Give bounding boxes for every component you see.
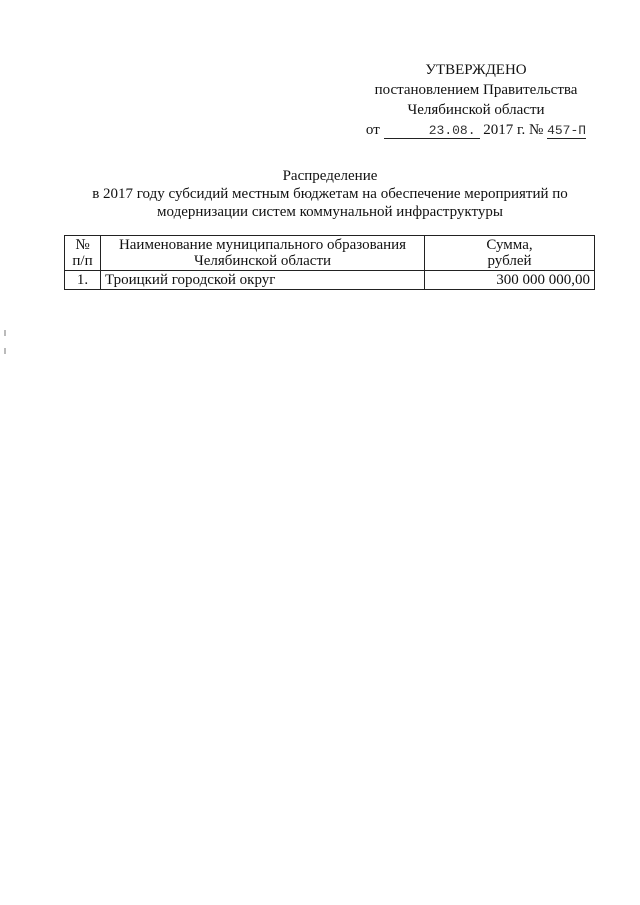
title-line-2: в 2017 году субсидий местным бюджетам на обеспечение мероприятий по [92, 186, 568, 202]
date-prefix: от [365, 122, 380, 138]
table-header-row [65, 236, 595, 271]
scan-mark [4, 330, 6, 336]
approval-line-1: постановлением Правительства [374, 82, 578, 98]
document-title [60, 167, 600, 221]
approval-heading: УТВЕРЖДЕНО [425, 62, 527, 78]
approval-line-2: Челябинской области [407, 102, 545, 118]
distribution-table [64, 235, 595, 290]
approval-stamp [350, 60, 602, 140]
header-num: № п/п [65, 236, 101, 271]
table-row [65, 271, 595, 290]
date-value: 23.08. [384, 123, 480, 139]
decree-number: 457-П [547, 123, 587, 138]
header-sum: Сумма, рублей [425, 236, 595, 271]
year-label: 2017 г. № [483, 122, 544, 138]
header-name: Наименование муниципального образования Челябинской области [101, 236, 425, 271]
row-name: Троицкий городской округ [101, 271, 425, 290]
title-line-1: Распределение [282, 168, 378, 184]
row-sum: 300 000 000,00 [425, 271, 595, 290]
approval-date-line [350, 120, 602, 140]
title-line-3: модернизации систем коммунальной инфраструктуры [157, 204, 503, 220]
scan-mark [4, 348, 6, 354]
row-num: 1. [65, 271, 101, 290]
